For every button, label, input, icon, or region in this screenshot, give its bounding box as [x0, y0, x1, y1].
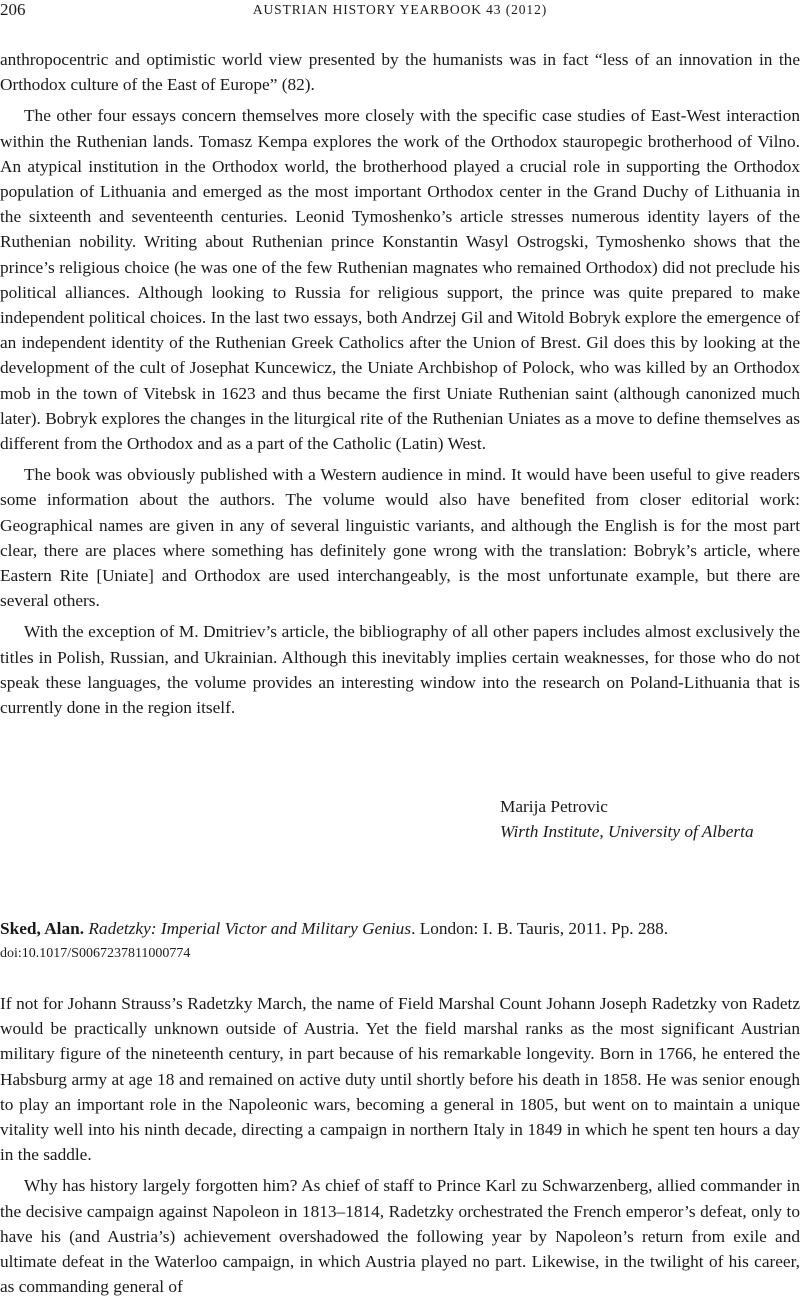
doi-link[interactable]: doi:10.1017/S0067237811000774	[0, 946, 191, 961]
book-publication-info: . London: I. B. Tauris, 2011. Pp. 288.	[411, 919, 669, 938]
page-number: 206	[0, 0, 26, 19]
review-1-paragraph-4: With the exception of M. Dmitriev’s article, the bibliography of all other papers includes almost exclusively the titles in Polish, Russian, and Ukrainian. Although this inevitably implies certain weaknesses, for those who do not speak these languages, the volume provides an interesting window into the research on Poland-Lithuania that is currently done in the region itself.	[0, 622, 800, 718]
running-header	[0, 0, 800, 24]
reviewer-affiliation: Wirth Institute, University of Alberta	[500, 822, 754, 841]
journal-title: AUSTRIAN HISTORY YEARBOOK 43 (2012)	[252, 2, 548, 17]
book-citation	[0, 916, 800, 941]
review-1-paragraph-3: The book was obviously published with a Western audience in mind. It would have been useful to give readers some information about the authors. The volume would also have benefited from closer editorial work: Geographical names are given in any of several linguistic variants, and although the English is for the most part clear, there are places where something has definitely gone wrong with the translation: Bobryk’s article, where Eastern Rite [Uniate] and Orthodox are used interchangeably, is the most unfortunate example, but there are several others.	[0, 465, 800, 611]
reviewer-name: Marija Petrovic	[500, 797, 608, 816]
review-2-paragraph-2: Why has history largely forgotten him? As chief of staff to Prince Karl zu Schwarzenberg, allied commander in the decisive campaign against Napoleon in 1813–1814, Radetzky orchestrated the French emperor’s defeat, only to have his (and Austria’s) achievement overshadowed the following year by Napoleon’s return from exile and ultimate defeat in the Waterloo campaign, in which Austria played no part. Likewise, in the twilight of his career, as commanding general of	[0, 1176, 800, 1297]
review-1-paragraph-2: The other four essays concern themselves more closely with the specific case studies of East-West interaction within the Ruthenian lands. Tomasz Kempa explores the work of the Orthodox stauropegic brotherhood of Vilno. An atypical institution in the Orthodox world, the brotherhood played a crucial role in supporting the Orthodox population of Lithuania and emerged as the most important Orthodox center in the Grand Duchy of Lithuania in the sixteenth and seventeenth centuries. Leonid Tymoshenko’s article stresses numerous identity layers of the Ruthenian nobility. Writing about Ruthenian prince Konstantin Wasyl Ostrogski, Tymoshenko shows that the prince’s religious choice (he was one of the few Ruthenian magnates who remained Orthodox) did not preclude his political alliances. Although looking to Russia for religious support, the prince was quite prepared to make independent political choices. In the last two essays, both Andrzej Gil and Witold Bobryk explore the emergence of an independent identity of the Ruthenian Greek Catholics after the Union of Brest. Gil does this by looking at the development of the cult of Josephat Kuncewicz, the Uniate Archbishop of Polock, who was killed by an Orthodox mob in the town of Vitebsk in 1623 and thus became the first Uniate Ruthenian saint (although canonized much later). Bobryk explores the changes in the liturgical rite of the Ruthenian Uniates as a move to define themselves as different from the Orthodox and as a part of the Catholic (Latin) West.	[0, 106, 800, 454]
review-2-body	[0, 991, 800, 1299]
book-author: Sked, Alan.	[0, 919, 85, 938]
review-1-body	[0, 47, 800, 720]
review-2-paragraph-1: If not for Johann Strauss’s Radetzky March, the name of Field Marshal Count Johann Joseph Radetzky von Radetz would be practically unknown outside of Austria. Yet the field marshal ranks as the most significant Austrian military figure of the nineteenth century, in part because of his remarkable longevity. Born in 1766, he entered the Habsburg army at age 18 and remained on active duty until shortly before his death in 1858. He was senior enough to play an important role in the Napoleonic wars, becoming a general in 1805, but went on to maintain a unique vitality well into his ninth decade, directing a campaign in northern Italy in 1849 in which he spent ten hours a day in the saddle.	[0, 994, 800, 1165]
review-1-paragraph-1: anthropocentric and optimistic world view presented by the humanists was in fact “less of an innovation in the Orthodox culture of the East of Europe” (82).	[0, 50, 800, 95]
reviewer-signature	[500, 794, 754, 844]
book-title: Radetzky: Imperial Victor and Military Genius	[88, 919, 412, 938]
